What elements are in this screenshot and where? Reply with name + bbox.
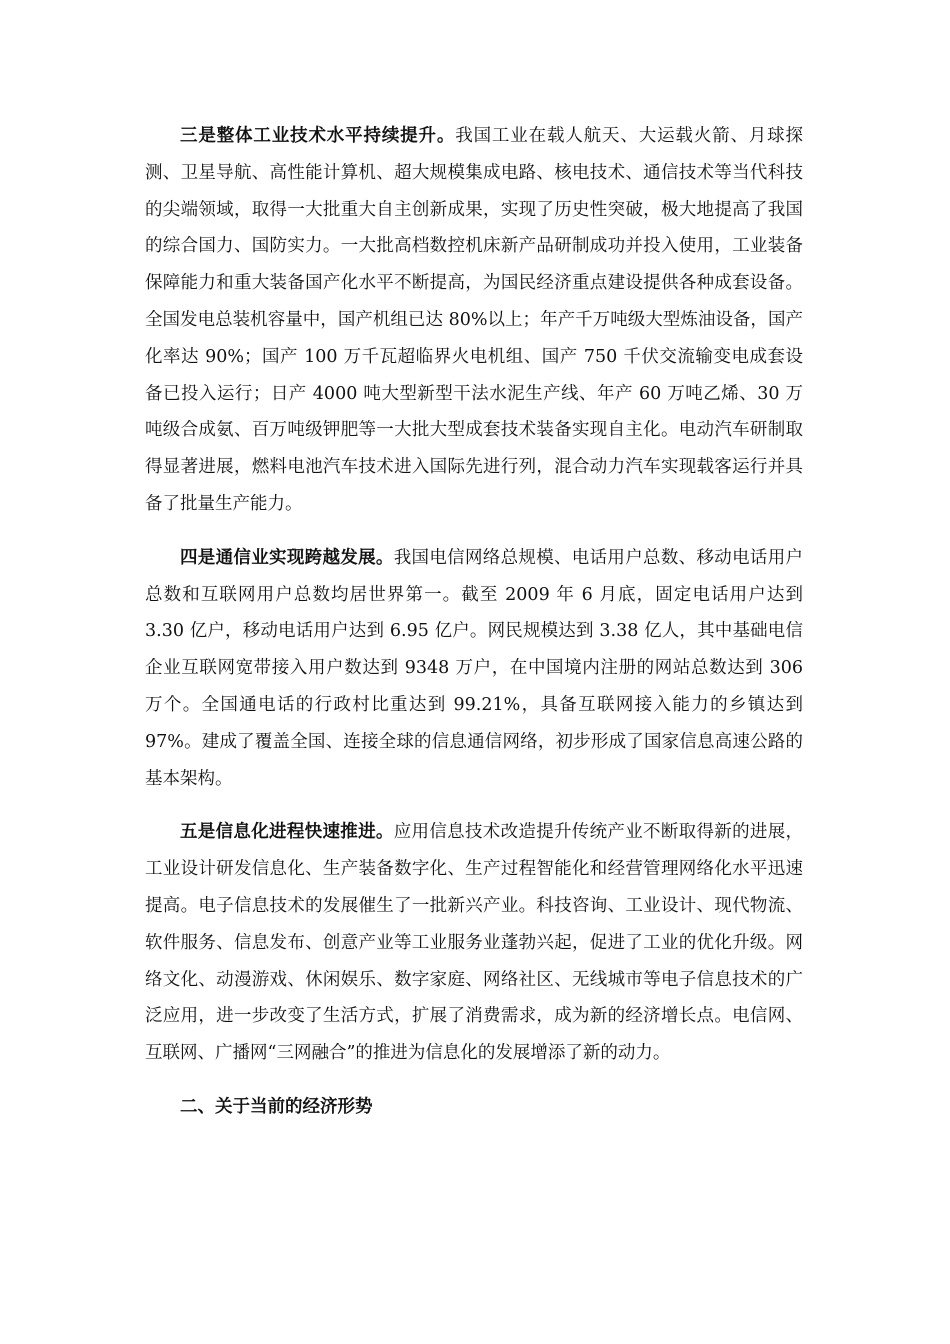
- paragraph-text: 我国电信网络总规模、电话用户总数、移动电话用户总数和互联网用户总数均居世界第一。截至 2009 年 6 月底，固定电话用户达到 3.30 亿户，移动电话用户达到 6.95 亿户。网民规模达到 3.38 亿人，其中基础电信企业互联网宽带接入用户数达到 9348 万户，在中国境内注册的网站总数达到 306 万个。全国通电话的行政村比重达到 99.21%，具备互联网接入能力的乡镇达到 97%。建成了覆盖全国、连接全球的信息通信网络，初步形成了国家信息高速公路的基本架构。: [145, 547, 804, 789]
- paragraph-text: 我国工业在载人航天、大运载火箭、月球探测、卫星导航、高性能计算机、超大规模集成电路、核电技术、通信技术等当代科技的尖端领域，取得一大批重大自主创新成果，实现了历史性突破，极大地提高了我国的综合国力、国防实力。一大批高档数控机床新产品研制成功并投入使用，工业装备保障能力和重大装备国产化水平不断提高，为国民经济重点建设提供各种成套设备。全国发电总装机容量中，国产机组已达 80%以上；年产千万吨级大型炼油设备，国产化率达 90%；国产 100 万千瓦超临界火电机组、国产 750 千伏交流输变电成套设备已投入运行；日产 4000 吨大型新型干法水泥生产线、年产 60 万吨乙烯、30 万吨级合成氨、百万吨级钾肥等一大批大型成套技术装备实现自主化。电动汽车研制取得显著进展，燃料电池汽车技术进入国际先进行列，混合动力汽车实现载客运行并具备了批量生产能力。: [145, 126, 804, 514]
- paragraph-industrial-technology: [145, 118, 803, 523]
- section-heading: 二、关于当前的经济形势: [180, 1096, 373, 1117]
- paragraph-telecom: [145, 540, 803, 798]
- paragraph-text: 应用信息技术改造提升传统产业不断取得新的进展，工业设计研发信息化、生产装备数字化、生产过程智能化和经营管理网络化水平迅速提高。电子信息技术的发展催生了一批新兴产业。科技咨询、工业设计、现代物流、软件服务、信息发布、创意产业等工业服务业蓬勃兴起，促进了工业的优化升级。网络文化、动漫游戏、休闲娱乐、数字家庭、网络社区、无线城市等电子信息技术的广泛应用，进一步改变了生活方式，扩展了消费需求，成为新的经济增长点。电信网、互联网、广播网“三网融合”的推进为信息化的发展增添了新的动力。: [145, 822, 804, 1064]
- paragraph-informatization: [145, 814, 803, 1072]
- paragraph-lead: 五是信息化进程快速推进。: [180, 822, 394, 843]
- paragraph-lead: 三是整体工业技术水平持续提升。: [180, 126, 456, 146]
- document-body: [145, 118, 803, 1126]
- paragraph-lead: 四是通信业实现跨越发展。: [180, 547, 394, 568]
